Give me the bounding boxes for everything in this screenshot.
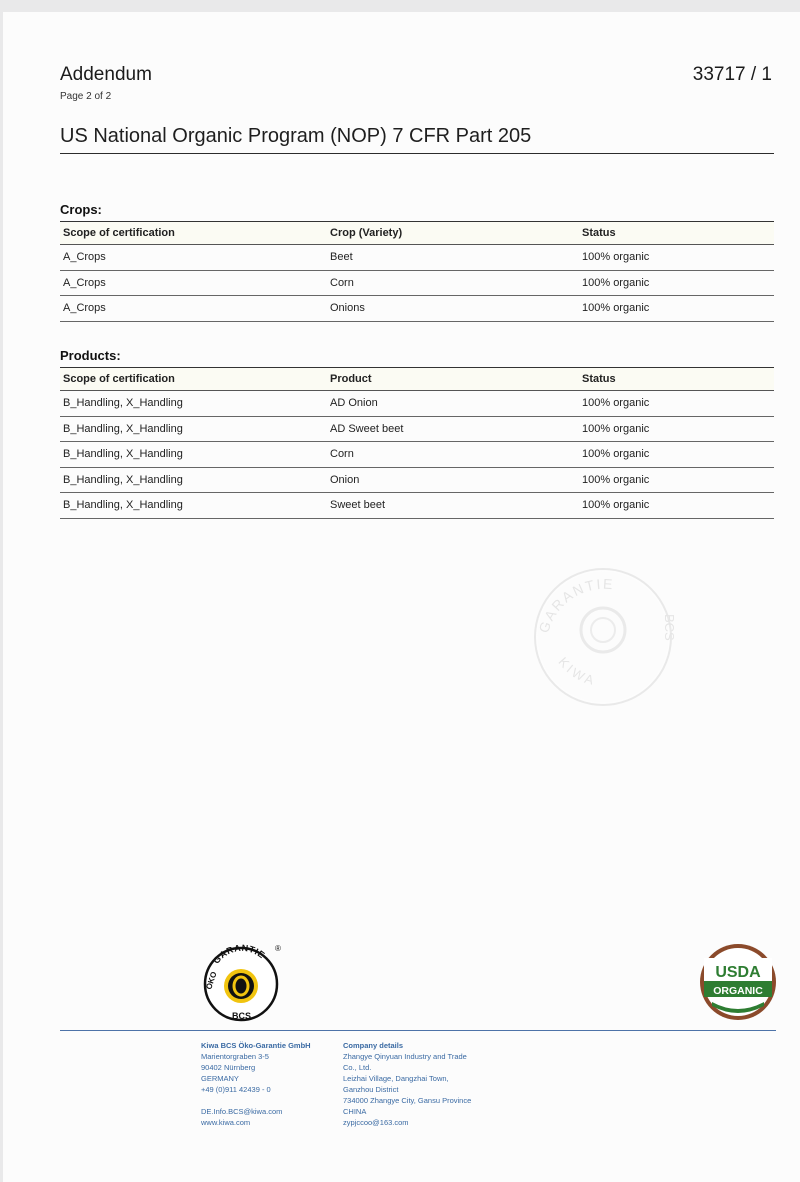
table-row [60, 270, 774, 296]
column-header: Scope of certification [60, 368, 327, 391]
status-cell: 100% organic [579, 270, 774, 296]
table-row [60, 296, 774, 322]
svg-text:GARANTIE: GARANTIE [211, 942, 267, 966]
company-line: 734000 Zhangye City, Gansu Province [343, 1096, 472, 1105]
product-cell: AD Sweet beet [327, 416, 579, 442]
svg-text:BCS: BCS [662, 614, 677, 641]
status-cell: 100% organic [579, 493, 774, 519]
column-header: Status [579, 222, 774, 245]
status-cell: 100% organic [579, 416, 774, 442]
product-cell: Sweet beet [327, 493, 579, 519]
company-line: Leizhai Village, Dangzhai Town, [343, 1074, 449, 1083]
crop-cell: Beet [327, 245, 579, 271]
company-details [343, 1040, 471, 1128]
table-row [60, 442, 774, 468]
svg-text:ÖKO: ÖKO [204, 970, 219, 991]
document-title: US National Organic Program (NOP) 7 CFR Part 205 [60, 125, 774, 154]
usda-organic-logo-icon [698, 942, 778, 1022]
svg-text:KIWA: KIWA [555, 654, 599, 689]
products-table [60, 367, 774, 519]
company-line: Co., Ltd. [343, 1063, 372, 1072]
certifier-details [201, 1040, 311, 1128]
table-row [60, 391, 774, 417]
table-row [60, 245, 774, 271]
bcs-oeko-garantie-logo-icon [201, 942, 283, 1024]
scope-cell: B_Handling, X_Handling [60, 391, 327, 417]
scope-cell: A_Crops [60, 296, 327, 322]
certifier-name: Kiwa BCS Öko-Garantie GmbH [201, 1041, 311, 1050]
embossed-seal-icon [528, 542, 678, 712]
scope-cell: B_Handling, X_Handling [60, 442, 327, 468]
product-cell: Onion [327, 467, 579, 493]
scope-cell: A_Crops [60, 245, 327, 271]
crop-cell: Corn [327, 270, 579, 296]
certifier-phone: +49 (0)911 42439 - 0 [201, 1085, 271, 1094]
table-row [60, 493, 774, 519]
status-cell: 100% organic [579, 245, 774, 271]
product-cell: Corn [327, 442, 579, 468]
company-email: zypjccoo@163.com [343, 1118, 409, 1127]
footer-divider [60, 1030, 776, 1031]
scope-cell: A_Crops [60, 270, 327, 296]
crops-table [60, 221, 774, 322]
svg-text:BCS: BCS [232, 1011, 252, 1021]
table-row [60, 467, 774, 493]
certifier-email: DE.Info.BCS@kiwa.com [201, 1107, 283, 1116]
status-cell: 100% organic [579, 467, 774, 493]
svg-text:®: ® [275, 944, 281, 953]
company-line: Zhangye Qinyuan Industry and Trade [343, 1052, 467, 1061]
svg-text:USDA: USDA [715, 964, 761, 981]
status-cell: 100% organic [579, 296, 774, 322]
addendum-title: Addendum [60, 64, 152, 85]
certifier-address-line: Marientorgraben 3-5 [201, 1052, 269, 1061]
svg-text:GARANTIE: GARANTIE [535, 575, 615, 635]
company-line: Ganzhou District [343, 1085, 399, 1094]
certificate-number: 33717 / 1 [692, 64, 772, 85]
column-header: Scope of certification [60, 222, 327, 245]
column-header: Status [579, 368, 774, 391]
table-header-row [60, 222, 774, 245]
certifier-website: www.kiwa.com [201, 1118, 251, 1127]
svg-text:ORGANIC: ORGANIC [713, 985, 763, 997]
product-cell: AD Onion [327, 391, 579, 417]
company-line: CHINA [343, 1107, 367, 1116]
certifier-address-line: 90402 Nürnberg [201, 1063, 256, 1072]
certificate-page [3, 12, 800, 1182]
company-details-heading: Company details [343, 1041, 404, 1050]
products-section-title: Products: [60, 348, 121, 363]
certifier-address-line: GERMANY [201, 1074, 239, 1083]
page-indicator: Page 2 of 2 [60, 91, 112, 102]
scope-cell: B_Handling, X_Handling [60, 416, 327, 442]
column-header: Crop (Variety) [327, 222, 579, 245]
column-header: Product [327, 368, 579, 391]
crops-section-title: Crops: [60, 202, 102, 217]
crop-cell: Onions [327, 296, 579, 322]
table-row [60, 416, 774, 442]
table-header-row [60, 368, 774, 391]
scope-cell: B_Handling, X_Handling [60, 493, 327, 519]
status-cell: 100% organic [579, 442, 774, 468]
status-cell: 100% organic [579, 391, 774, 417]
scope-cell: B_Handling, X_Handling [60, 467, 327, 493]
